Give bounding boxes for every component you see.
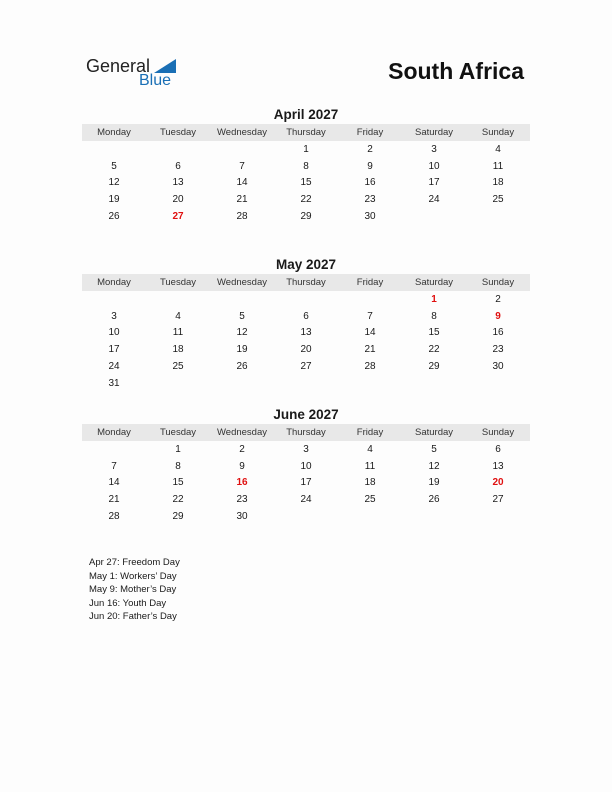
day-cell: 6 bbox=[495, 443, 501, 455]
month-title: April 2027 bbox=[273, 107, 339, 122]
day-cell: 19 bbox=[108, 194, 120, 206]
day-cell: 24 bbox=[300, 494, 312, 506]
day-cell: 28 bbox=[108, 511, 120, 523]
logo-text-blue: Blue bbox=[139, 72, 172, 89]
day-cell: 9 bbox=[367, 160, 373, 172]
day-cell: 20 bbox=[172, 194, 184, 206]
month-calendar bbox=[82, 406, 530, 525]
day-cell: 28 bbox=[236, 211, 248, 223]
day-cell: 19 bbox=[428, 477, 440, 489]
weekday-header-row bbox=[82, 124, 530, 141]
day-cell: 22 bbox=[300, 194, 312, 206]
day-cell: 11 bbox=[364, 460, 376, 472]
week-row bbox=[82, 325, 530, 342]
day-cell: 26 bbox=[236, 361, 248, 373]
day-cell: 14 bbox=[108, 477, 120, 489]
day-cell: 25 bbox=[364, 494, 376, 506]
week-row bbox=[82, 341, 530, 358]
week-row bbox=[82, 191, 530, 208]
day-cell: 22 bbox=[172, 494, 184, 506]
week-row bbox=[82, 141, 530, 158]
day-cell: 18 bbox=[172, 344, 184, 356]
day-cell: 5 bbox=[431, 443, 437, 455]
day-cell: 13 bbox=[492, 460, 504, 472]
day-cell: 1 bbox=[175, 443, 181, 455]
day-cell: 23 bbox=[364, 194, 376, 206]
day-cell: 16 bbox=[492, 327, 504, 339]
day-cell: 18 bbox=[492, 177, 504, 189]
day-cell: 10 bbox=[428, 160, 440, 172]
day-cell: 3 bbox=[431, 143, 437, 155]
month-title: May 2027 bbox=[275, 257, 337, 272]
day-cell: 11 bbox=[492, 160, 504, 172]
weekday-header: Friday bbox=[356, 127, 384, 138]
day-cell: 11 bbox=[172, 327, 184, 339]
holiday-day-cell: 27 bbox=[172, 211, 184, 223]
day-cell: 3 bbox=[111, 310, 117, 322]
day-cell: 12 bbox=[108, 177, 120, 189]
week-row bbox=[82, 475, 530, 492]
week-row bbox=[82, 208, 530, 225]
generalblue-logo bbox=[86, 56, 206, 92]
month-calendar bbox=[82, 106, 530, 225]
day-cell: 21 bbox=[108, 494, 120, 506]
day-cell: 15 bbox=[300, 177, 312, 189]
day-cell: 2 bbox=[495, 293, 501, 305]
weekday-header: Saturday bbox=[414, 127, 454, 138]
weekday-header: Wednesday bbox=[217, 427, 267, 438]
day-cell: 7 bbox=[239, 160, 245, 172]
day-cell: 17 bbox=[300, 477, 312, 489]
weekday-header: Friday bbox=[356, 277, 384, 288]
day-cell: 2 bbox=[367, 143, 373, 155]
week-row bbox=[82, 458, 530, 475]
week-row bbox=[82, 508, 530, 525]
day-cell: 1 bbox=[303, 143, 309, 155]
weekday-header: Saturday bbox=[414, 427, 454, 438]
day-cell: 6 bbox=[175, 160, 181, 172]
weekday-header: Sunday bbox=[481, 127, 515, 138]
day-cell: 30 bbox=[364, 211, 376, 223]
weekday-header: Sunday bbox=[481, 427, 515, 438]
weekday-header-row bbox=[82, 274, 530, 291]
day-cell: 5 bbox=[111, 160, 117, 172]
day-cell: 28 bbox=[364, 361, 376, 373]
logo-triangle-icon bbox=[154, 59, 176, 73]
day-cell: 20 bbox=[300, 344, 312, 356]
holiday-day-cell: 16 bbox=[236, 477, 248, 489]
day-cell: 4 bbox=[495, 143, 501, 155]
day-cell: 13 bbox=[172, 177, 184, 189]
weekday-header: Monday bbox=[97, 277, 131, 288]
day-cell: 18 bbox=[364, 477, 376, 489]
day-cell: 13 bbox=[300, 327, 312, 339]
weekday-header: Wednesday bbox=[217, 127, 267, 138]
day-cell: 31 bbox=[108, 377, 120, 389]
day-cell: 26 bbox=[428, 494, 440, 506]
holiday-entry: Jun 20: Father’s Day bbox=[89, 611, 177, 623]
day-cell: 2 bbox=[239, 443, 245, 455]
week-row bbox=[82, 291, 530, 308]
day-cell: 14 bbox=[236, 177, 248, 189]
weekday-header: Saturday bbox=[414, 277, 454, 288]
day-cell: 26 bbox=[108, 211, 120, 223]
day-cell: 8 bbox=[175, 460, 181, 472]
weekday-header: Tuesday bbox=[159, 127, 197, 138]
day-cell: 6 bbox=[303, 310, 309, 322]
day-cell: 7 bbox=[111, 460, 117, 472]
day-cell: 8 bbox=[431, 310, 437, 322]
weekday-header: Friday bbox=[356, 427, 384, 438]
day-cell: 19 bbox=[236, 344, 248, 356]
week-row bbox=[82, 375, 530, 392]
day-cell: 23 bbox=[492, 344, 504, 356]
day-cell: 15 bbox=[428, 327, 440, 339]
holiday-list bbox=[89, 556, 180, 624]
day-cell: 8 bbox=[303, 160, 309, 172]
day-cell: 16 bbox=[364, 177, 376, 189]
day-cell: 17 bbox=[108, 344, 120, 356]
weekday-header: Sunday bbox=[481, 277, 515, 288]
day-cell: 3 bbox=[303, 443, 309, 455]
country-title: South Africa bbox=[388, 58, 524, 84]
week-row bbox=[82, 441, 530, 458]
holiday-entry: Apr 27: Freedom Day bbox=[89, 557, 180, 568]
day-cell: 23 bbox=[236, 494, 248, 506]
weekday-header: Monday bbox=[97, 127, 131, 138]
holiday-entry: May 9: Mother’s Day bbox=[89, 584, 177, 596]
day-cell: 10 bbox=[300, 460, 312, 472]
weekday-header: Thursday bbox=[286, 127, 326, 138]
day-cell: 22 bbox=[428, 344, 440, 356]
day-cell: 29 bbox=[428, 361, 440, 373]
day-cell: 29 bbox=[172, 511, 184, 523]
day-cell: 27 bbox=[492, 494, 504, 506]
weekday-header: Thursday bbox=[286, 427, 326, 438]
week-row bbox=[82, 175, 530, 192]
weekday-header: Tuesday bbox=[159, 427, 197, 438]
weekday-header-row bbox=[82, 424, 530, 441]
day-cell: 4 bbox=[175, 310, 181, 322]
month-calendar bbox=[82, 256, 530, 392]
day-cell: 10 bbox=[108, 327, 120, 339]
day-cell: 9 bbox=[239, 460, 245, 472]
day-cell: 17 bbox=[428, 177, 440, 189]
weekday-header: Monday bbox=[97, 427, 131, 438]
weekday-header: Wednesday bbox=[217, 277, 267, 288]
weekday-header: Thursday bbox=[286, 277, 326, 288]
day-cell: 15 bbox=[172, 477, 184, 489]
day-cell: 30 bbox=[492, 361, 504, 373]
weekday-header: Tuesday bbox=[159, 277, 197, 288]
day-cell: 24 bbox=[108, 361, 120, 373]
holiday-day-cell: 9 bbox=[495, 310, 501, 322]
day-cell: 12 bbox=[236, 327, 248, 339]
week-row bbox=[82, 158, 530, 175]
day-cell: 14 bbox=[364, 327, 376, 339]
day-cell: 21 bbox=[236, 194, 248, 206]
day-cell: 21 bbox=[364, 344, 376, 356]
day-cell: 29 bbox=[300, 211, 312, 223]
holiday-entry: May 1: Workers’ Day bbox=[89, 570, 177, 582]
day-cell: 24 bbox=[428, 194, 440, 206]
week-row bbox=[82, 358, 530, 375]
day-cell: 7 bbox=[367, 310, 373, 322]
week-row bbox=[82, 491, 530, 508]
day-cell: 30 bbox=[236, 511, 248, 523]
day-cell: 4 bbox=[367, 443, 373, 455]
day-cell: 5 bbox=[239, 310, 245, 322]
day-cell: 27 bbox=[300, 361, 312, 373]
holiday-day-cell: 20 bbox=[492, 477, 504, 489]
month-title: June 2027 bbox=[273, 407, 339, 422]
week-row bbox=[82, 308, 530, 325]
logo-text-general: General bbox=[86, 56, 151, 76]
holiday-entry: Jun 16: Youth Day bbox=[89, 597, 167, 609]
day-cell: 25 bbox=[172, 361, 184, 373]
day-cell: 25 bbox=[492, 194, 504, 206]
holiday-day-cell: 1 bbox=[431, 293, 437, 305]
day-cell: 12 bbox=[428, 460, 440, 472]
